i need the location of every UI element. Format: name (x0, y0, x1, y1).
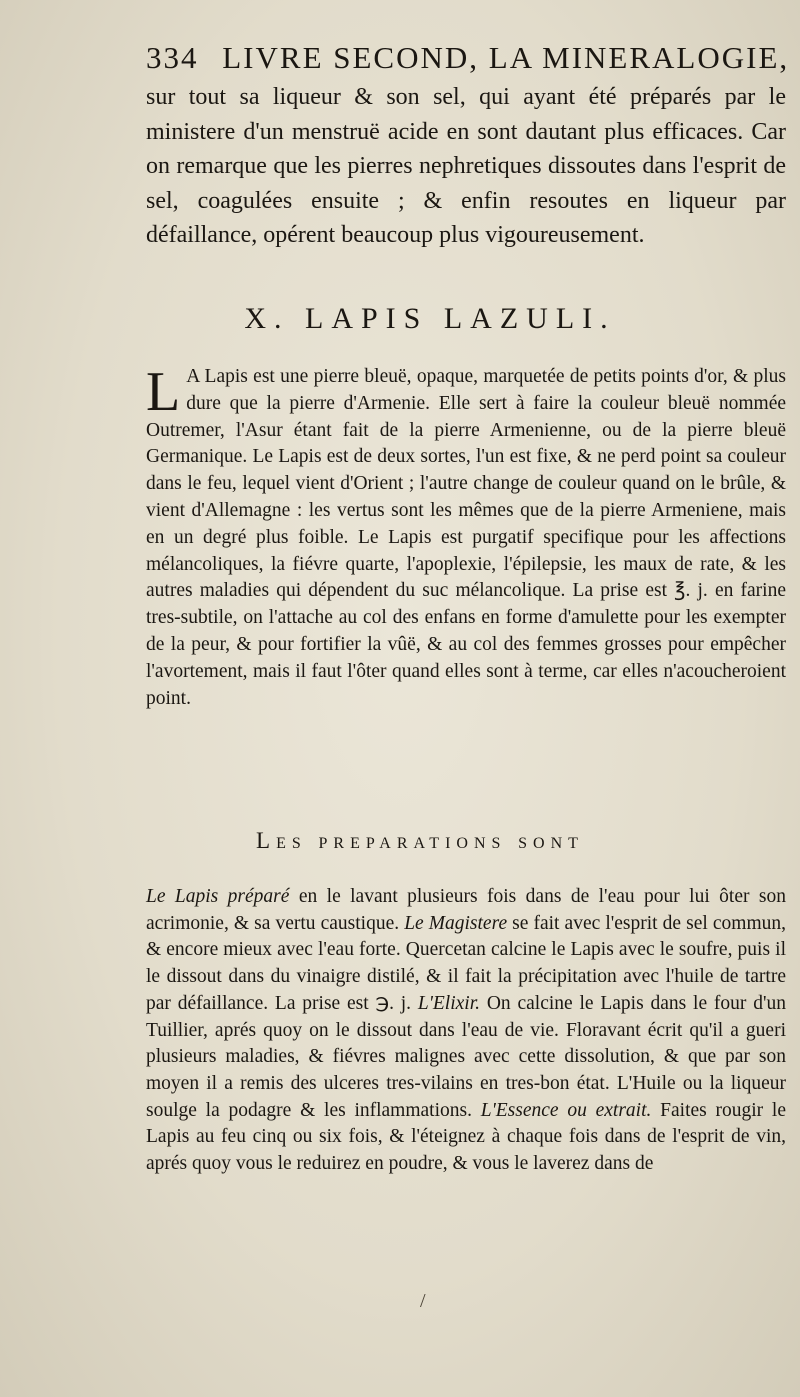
prep-text-3: On calcine le Lapis dans le four d'un Tuillier, aprés quoy on le dissout dans l'eau de vie. Floravant écrit qu'il a gueri plusieurs maladies, & fiévres malignes avec cette dissolution, & que par son moyen il a remis des ulceres tres-vilains en tres-bon état. L'Huile ou la liqueur soulge la podagre & les inflammations. (146, 992, 786, 1121)
continuation-paragraph (146, 80, 786, 253)
footer-mark: / (420, 1290, 426, 1312)
prep-text-4: Faites rougir le Lapis au feu cinq ou six fois, & l'éteignez à chaque fois dans de l'esprit de vin, aprés quoy vous le reduirez en poudre, & vous le laverez dans de (146, 1099, 786, 1175)
prep-label-prepare: Le Lapis préparé (146, 886, 290, 907)
prep-text-2: se fait avec l'esprit de sel commun, & encore mieux avec l'eau forte. Quercetan calcine le Lapis avec le soufre, puis il le dissout dans du vinaigre distilé, & il fait la précipitation avec l'huile de tartre par défaillance. La prise est ℈. j. (146, 912, 786, 1014)
lapis-description (146, 361, 786, 712)
prep-label-elixir: L'Elixir. (417, 992, 481, 1014)
prep-text-1: en le lavant plusieurs fois dans de l'eau pour lui ôter son acrimonie, & sa vertu caustique. (146, 886, 786, 934)
page-number: 334 (146, 40, 199, 75)
preparations-paragraph (146, 884, 786, 1178)
main-paragraph-text: A Lapis est une pierre bleuë, opaque, marquetée de petits points d'or, & plus dure que la pierre d'Armenie. Elle sert à faire la couleur bleuë nommée Outremer, l'Asur étant fait de la pierre Armenienne, ou de la pierre bleuë Germanique. Le Lapis est de deux sortes, l'un est fixe, & ne perd point sa couleur dans le feu, lequel vient d'Orient ; l'autre change de couleur quand on le brûle, & vient d'Allemagne : les vertus sont les mêmes que de la pierre Armeniene, mais en un degré plus foible. Le Lapis est purgatif specifique pour les affections mélancoliques, la fiévre quarte, l'apoplexie, l'épilepsie, les maux de rate, & les autres maladies qui dépendent du suc mélancolique. La prise est ℥. j. en farine tres-subtile, on l'attache au col des enfans en forme d'amulette pour les exempter de la peur, & pour fortifier la vûë, & au col des femmes grosses pour empêcher l'avortement, mais il faut l'ôter quand elles sont à terme, car elles n'acoucheroient point. (146, 366, 786, 709)
prep-label-magistere: Le Magistere (404, 912, 508, 934)
prep-paragraph-text (146, 884, 786, 1178)
drop-cap: L (146, 361, 181, 423)
page-header (146, 40, 790, 82)
running-title: LIVRE SECOND, LA MINERALOGIE, (222, 40, 790, 75)
section-title: X. LAPIS LAZULI. (244, 302, 616, 335)
subsection-title: Les preparations sont (256, 828, 584, 853)
top-paragraph-text: sur tout sa liqueur & son sel, qui ayant été préparés par le ministere d'un menstruë acide en sont dautant plus efficaces. Car on remarque que les pierres nephretiques dissoutes dans l'esprit de sel, coagulées ensuite ; & enfin resoutes en liqueur par défaillance, opérent beaucoup plus vigoureusement. (146, 84, 786, 248)
prep-label-essence: L'Essence ou extrait. (480, 1099, 652, 1121)
